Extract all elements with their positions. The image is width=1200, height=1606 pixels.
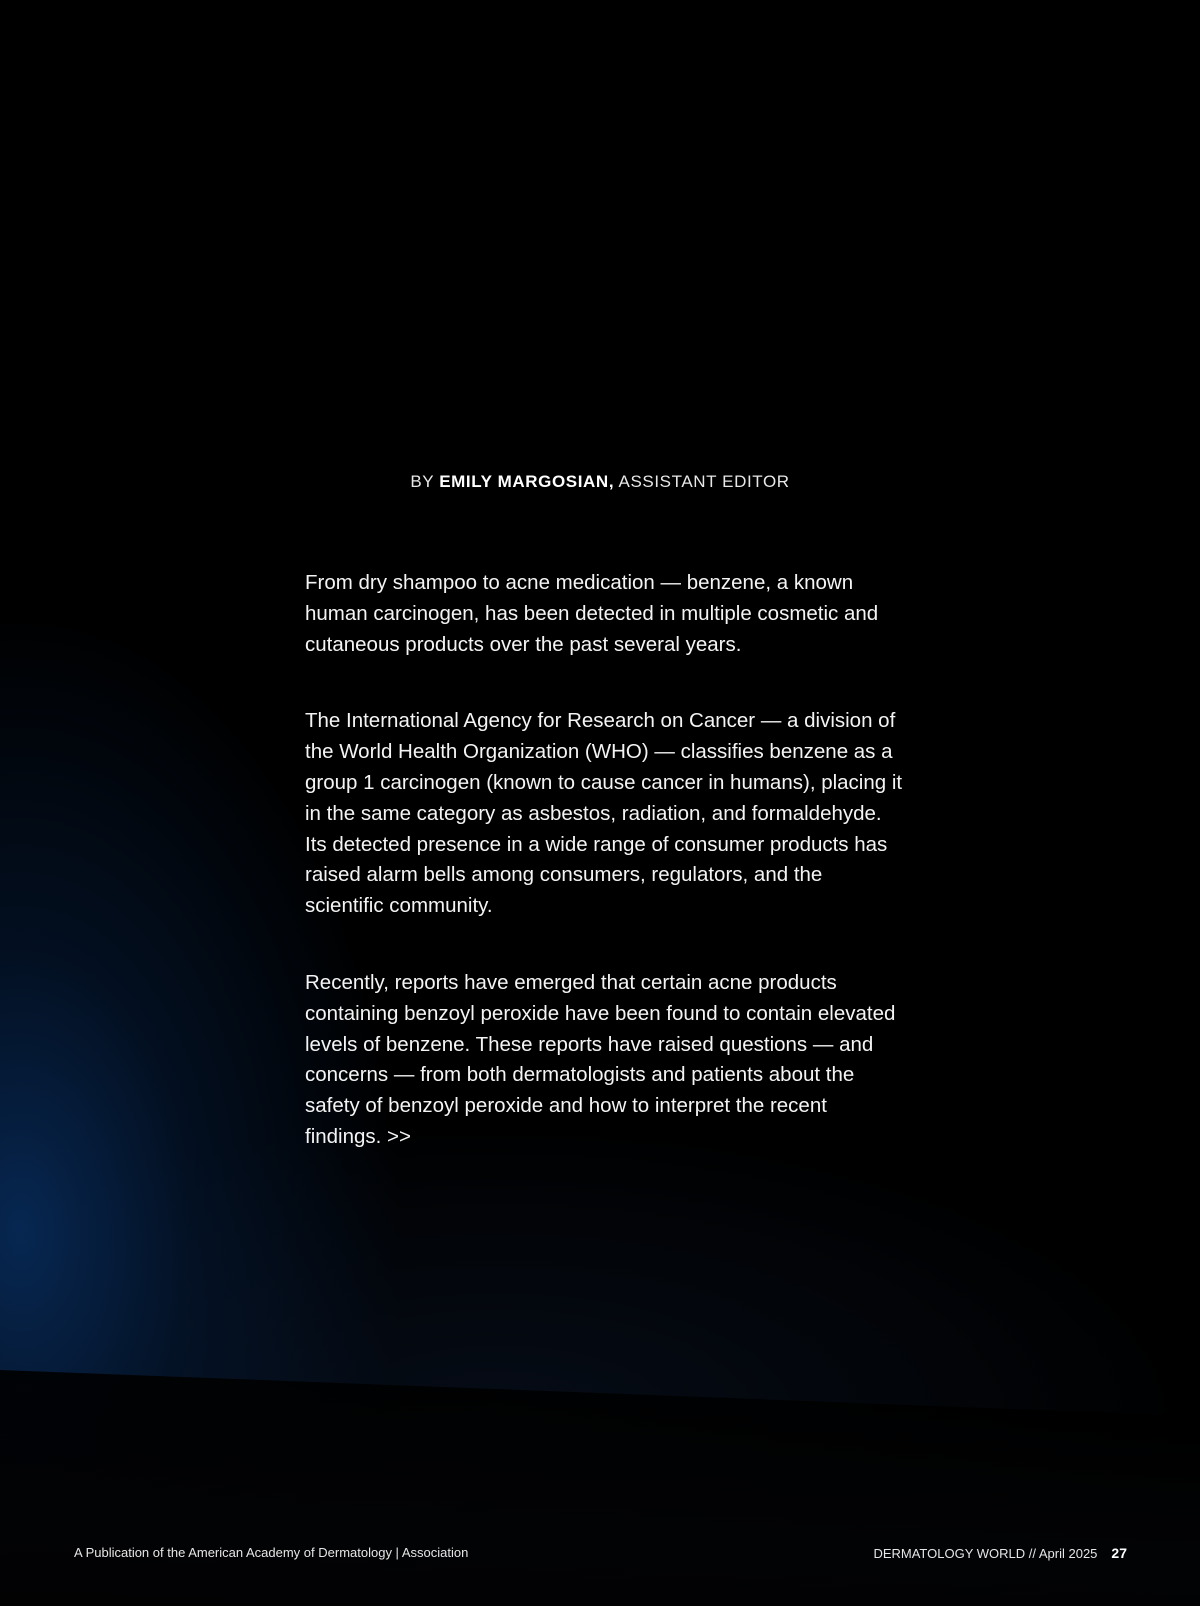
article-paragraph: From dry shampoo to acne medication — benzene, a known human carcinogen, has been detected in multiple cosmetic and cutaneous products over the past several years.	[305, 571, 879, 656]
footer-folio	[873, 1545, 1127, 1561]
article-paragraph: Recently, reports have emerged that certain acne products containing benzoyl peroxide have been found to contain elevated levels of benzene. These reports have raised questions — and concerns — from both dermatologists and patients about the safety of benzoyl peroxide and how to interpret the recent findings. >>	[305, 970, 896, 1148]
page-number: 27	[1111, 1545, 1127, 1561]
background-dark-band	[0, 1370, 1200, 1606]
byline-author: EMILY MARGOSIAN,	[439, 472, 615, 491]
footer-magazine-issue: DERMATOLOGY WORLD // April 2025	[873, 1546, 1098, 1561]
byline-role: ASSISTANT EDITOR	[618, 472, 790, 491]
article-paragraph: The International Agency for Research on Cancer — a division of the World Health Organization (WHO) — classifies benzene as a group 1 carcinogen (known to cause cancer in humans), placing it in the same category as asbestos, radiation, and formaldehyde. Its detected presence in a wide range of consumer products has raised alarm bells among consumers, regulators, and the scientific community.	[305, 709, 903, 918]
byline-prefix: BY	[410, 472, 434, 491]
footer-publisher: A Publication of the American Academy of Dermatology | Association	[74, 1545, 469, 1560]
article-body	[305, 568, 905, 1199]
byline	[0, 472, 1200, 492]
